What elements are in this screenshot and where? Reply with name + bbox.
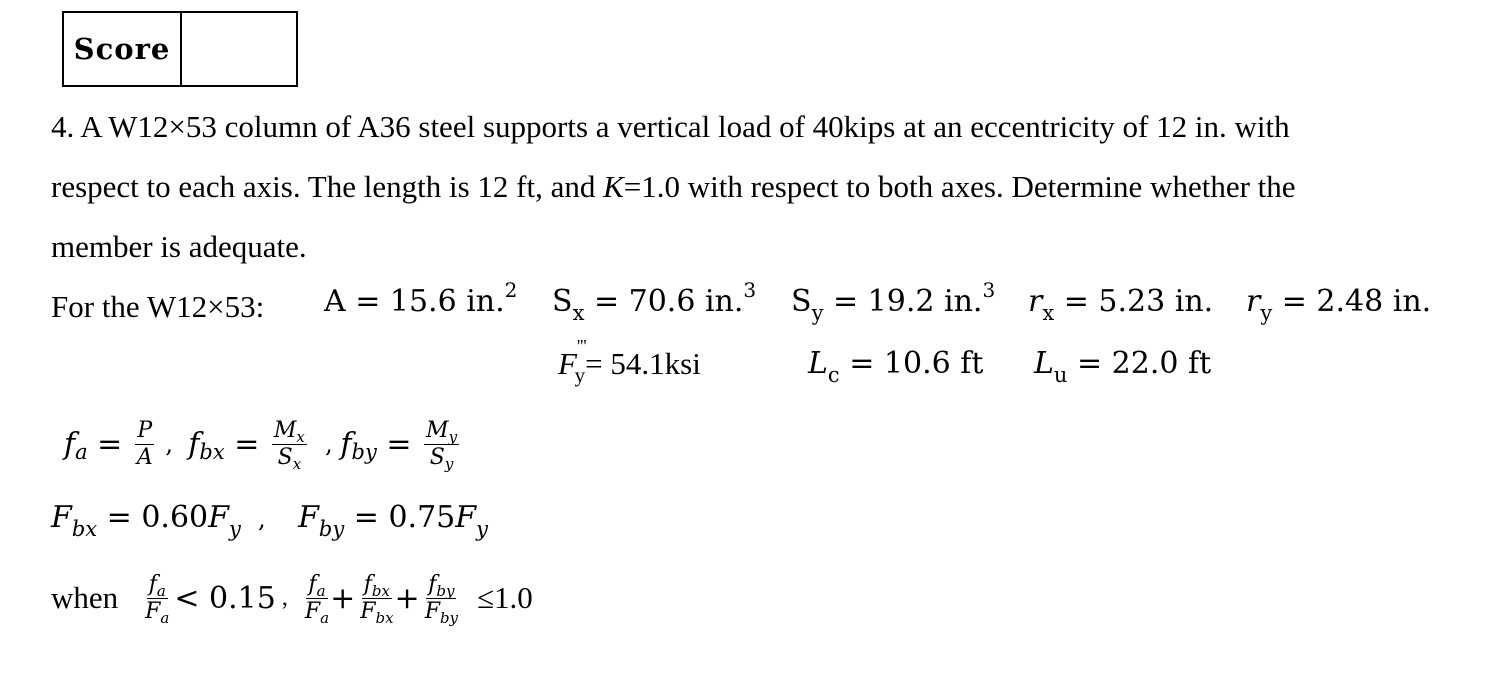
problem-k-symbol: K [603,169,624,204]
prop-sy-exponent: 3 [982,278,996,302]
fa-fraction [135,418,155,470]
fbx-equals: = [224,426,269,462]
Fbx-symbol: F [51,500,72,535]
section-properties-row-1 [51,276,264,337]
prop-area-exponent: 2 [504,278,518,302]
fbx-numerator-subscript: x [296,428,305,447]
Fbx-Fy-subscript: y [228,517,241,541]
Fbx-rhs: = 0.60 [97,500,209,535]
when-label: when [51,580,119,615]
prop-lu-subscript: u [1053,363,1068,387]
interaction-rhs: ≤1.0 [477,580,533,615]
allowable-bending [51,500,488,541]
term-by-num-sub: by [436,582,455,601]
separator-comma: , [309,430,341,458]
prop-rx-subscript: x [1042,301,1055,325]
fa-denominator: A [136,444,153,470]
prop-fy-value: = 54.1ksi [585,346,701,381]
fby-denominator: S [429,444,445,470]
separator-comma: , [275,584,300,611]
term-bx-num-sub: bx [371,582,390,601]
prop-area [324,278,518,319]
fa-symbol: f [64,426,76,462]
problem-line-1: 4. A W12×53 column of A36 steel supports a vertical load of 40kips at an eccentricity of 12 in. with [51,109,1290,144]
term-a-num: f [308,572,317,598]
prop-lu-symbol: L [1034,346,1054,381]
prop-sy-value: = 19.2 in. [823,284,983,319]
prop-sx-exponent: 3 [743,278,757,302]
fa-equals: = [87,426,132,462]
prop-lc-subscript: c [827,363,840,387]
term-bx-num: f [363,572,372,598]
interaction-term-bx [358,572,395,627]
plus-sign: + [394,580,420,616]
term-bx-den: F [360,598,376,624]
interaction-term-a [303,572,331,627]
fbx-subscript: bx [199,440,225,464]
ratio-fa-Fa [143,572,171,627]
problem-line-2 [51,156,1296,217]
Fby-rhs: = 0.75 [344,500,456,535]
Fby-symbol: F [298,500,319,535]
fby-symbol: f [340,426,352,462]
separator-comma: , [250,505,289,533]
prop-fy-symbol: F [558,346,577,381]
prop-lu [1034,346,1212,387]
term-a-den-sub: a [320,608,330,627]
Fbx-subscript: bx [71,517,98,541]
props-prefix: For the W12×53: [51,289,265,324]
interaction-condition [51,560,533,636]
prop-sx-value: = 70.6 in. [584,284,744,319]
Fby-Fy-symbol: F [455,500,477,535]
prop-lc [808,346,984,387]
fa-numerator: P [137,418,153,444]
prop-sx-subscript: x [572,301,585,325]
interaction-term-by [423,572,460,627]
prop-ry [1246,284,1432,325]
fby-fraction [424,418,459,473]
prop-lu-value: = 22.0 ft [1067,346,1212,381]
prop-fy-superscript: ''' [576,336,587,356]
ratio-fa-num-sub: a [156,582,166,601]
prop-fy [558,336,701,387]
fby-equals: = [376,426,422,462]
prop-area-value: A = 15.6 in. [324,284,505,319]
Fby-subscript: by [318,517,345,541]
fbx-fraction [272,418,307,473]
fby-denominator-subscript: y [444,454,454,473]
ratio-fa-num: f [148,572,157,598]
prop-sx [552,278,757,325]
fa-subscript: a [75,440,88,464]
separator-comma: , [157,430,189,458]
prop-sy-symbol: S [791,284,812,319]
prop-ry-value: = 2.48 in. [1272,284,1432,319]
fby-numerator-subscript: y [448,428,458,447]
prop-ry-symbol: r [1246,284,1261,319]
term-by-den-sub: by [439,608,459,627]
stress-formulas [64,404,462,484]
fby-numerator: M [426,418,449,444]
plus-sign: + [330,580,356,616]
prop-sy [791,278,996,325]
score-box [62,11,298,87]
prop-ry-subscript: y [1260,301,1273,325]
fby-subscript: by [351,440,377,464]
term-a-num-sub: a [316,582,326,601]
Fby-Fy-subscript: y [476,517,488,541]
term-a-den: F [304,598,321,624]
condition-value: < 0.15 [174,580,276,616]
problem-line-2-b: =1.0 with respect to both axes. Determine whether the [623,169,1296,204]
ratio-fa-den-sub: a [160,608,170,627]
term-by-den: F [424,598,440,624]
problem-line-2-a: respect to each axis. The length is 12 ft, and [51,169,604,204]
fbx-symbol: f [188,426,200,462]
fbx-denominator-subscript: x [292,454,302,473]
prop-sx-symbol: S [552,284,573,319]
prop-sy-subscript: y [811,301,824,325]
problem-line-3: member is adequate. [51,229,307,264]
fbx-denominator: S [277,444,293,470]
prop-rx-symbol: r [1028,284,1043,319]
prop-fy-subscript: y [574,363,586,387]
Fbx-Fy-symbol: F [208,500,229,535]
prop-rx-value: = 5.23 in. [1054,284,1214,319]
ratio-fa-den: F [145,598,161,624]
term-by-num: f [428,572,437,598]
prop-rx [1028,284,1214,325]
term-bx-den-sub: bx [375,608,394,627]
prop-lc-value: = 10.6 ft [839,346,984,381]
fbx-numerator: M [273,418,297,444]
score-value-field[interactable] [182,13,296,85]
score-label: Score [64,13,182,85]
prop-lc-symbol: L [808,346,828,381]
